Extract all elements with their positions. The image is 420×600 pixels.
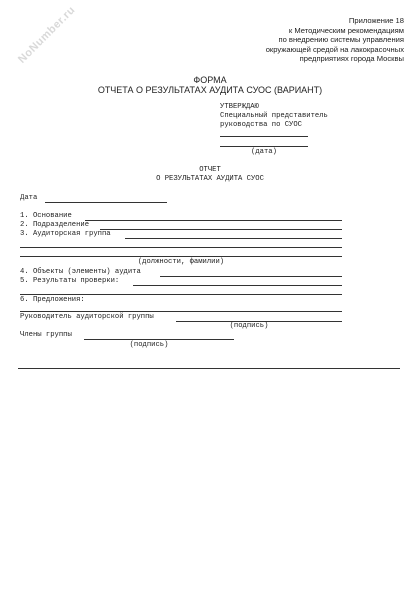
audit-group-field-line xyxy=(125,238,342,239)
proposals-label: 6. Предложения: xyxy=(20,296,85,304)
division-field-line xyxy=(100,229,342,230)
report-subtitle: О РЕЗУЛЬТАТАХ АУДИТА СУОС xyxy=(156,175,264,183)
members-signature-caption: (подпись) xyxy=(129,341,169,349)
results-extra-line xyxy=(20,294,342,295)
leader-label: Руководитель аудиторской группы xyxy=(20,313,154,321)
report-title: ОТЧЕТ xyxy=(199,166,221,174)
date-field-line xyxy=(45,202,167,203)
watermark: NoNumber.ru xyxy=(16,4,78,66)
basis-label: 1. Основание xyxy=(20,212,72,220)
results-field-line xyxy=(133,285,342,286)
appendix-line: окружающей средой на лакокрасочных xyxy=(265,44,404,54)
appendix-note xyxy=(184,16,404,64)
members-signature-line xyxy=(84,339,234,340)
audit-group-extra-line-1 xyxy=(20,247,342,248)
audit-group-label: 3. Аудиторская группа xyxy=(20,230,111,238)
appendix-line: по внедрению системы управления xyxy=(278,35,404,45)
approve-line-1: Специальный представитель xyxy=(220,112,328,120)
objects-label: 4. Объекты (элементы) аудита xyxy=(20,268,141,276)
approve-date-caption: (дата) xyxy=(251,148,277,156)
bottom-divider xyxy=(18,368,400,369)
appendix-line: Приложение 18 xyxy=(348,16,404,25)
date-label: Дата xyxy=(20,194,38,202)
proposals-field-line xyxy=(20,311,342,312)
appendix-line: к Методическим рекомендациям xyxy=(288,25,404,35)
members-label: Члены группы xyxy=(20,331,72,339)
approve-blank-1 xyxy=(220,136,308,137)
form-title: ФОРМА xyxy=(193,75,227,85)
division-label: 2. Подразделение xyxy=(20,221,90,229)
appendix-line: предприятиях города Москвы xyxy=(299,54,404,64)
form-subtitle: ОТЧЕТА О РЕЗУЛЬТАТАХ АУДИТА СУОС (ВАРИАНТ) xyxy=(97,85,323,95)
audit-group-extra-line-2 xyxy=(20,256,342,257)
basis-field-line xyxy=(85,220,342,221)
results-label: 5. Результаты проверки: xyxy=(20,277,120,285)
positions-caption: (должности, фамилии) xyxy=(137,258,225,266)
objects-field-line xyxy=(160,276,342,277)
approve-heading: УТВЕРЖДАЮ xyxy=(220,103,259,111)
leader-signature-caption: (подпись) xyxy=(229,322,269,330)
approve-blank-2 xyxy=(220,146,308,147)
approve-line-2: руководства по СУОС xyxy=(220,121,302,129)
